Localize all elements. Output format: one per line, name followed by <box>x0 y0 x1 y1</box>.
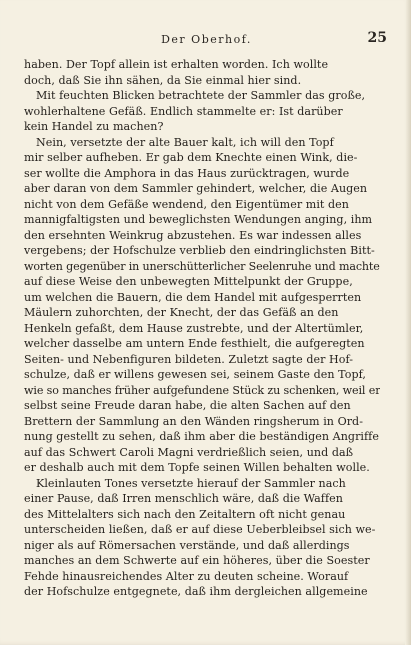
text-line: haben. Der Topf allein ist erhalten worden. Ich wollte <box>24 58 329 71</box>
text-line: der Hofschulze entgegnete, daß ihm dergleichen allgemeine <box>24 585 368 598</box>
text-line: kein Handel zu machen? <box>24 120 164 133</box>
text-line: Brettern der Sammlung an den Wänden ringsherum in Ord- <box>24 414 364 428</box>
text-line: um welchen die Bauern, die dem Handel mit aufgesperrten <box>24 290 362 304</box>
page-number: 25 <box>367 30 387 46</box>
text-line: doch, daß Sie ihn sähen, da Sie einmal hier sind. <box>24 73 302 87</box>
page-edge-shadow <box>405 0 411 645</box>
text-line: selbst seine Freude daran habe, die alten Sachen auf den <box>24 399 351 412</box>
text-line: er deshalb auch mit dem Topfe seinen Willen behalten wolle. <box>24 461 370 474</box>
text-line: Fehde hinausreichendes Alter zu deuten scheine. Worauf <box>24 569 349 583</box>
text-line: ser wollte die Amphora in das Haus zurücktragen, wurde <box>24 166 350 180</box>
text-line: den ersehnten Weinkrug abzustehen. Es war indessen alles <box>24 228 362 242</box>
text-line: niger als auf Römersachen verstände, und daß allerdings <box>24 538 350 552</box>
text-line: Nein, versetzte der alte Bauer kalt, ich will den Topf <box>36 135 334 149</box>
text-line: auf diese Weise den unbewegten Mittelpunkt der Gruppe, <box>24 275 353 288</box>
text-line: einer Pause, daß Irren menschlich wäre, daß die Waffen <box>24 492 343 505</box>
text-line: manches an dem Schwerte auf ein höheres, über die Soester <box>24 554 370 567</box>
text-line: Mäulern zuhorchten, der Knecht, der das Gefäß an den <box>24 306 339 319</box>
text-line: mir selber aufheben. Er gab dem Knechte einen Wink, die- <box>24 151 358 164</box>
text-line: Seiten- und Nebenfiguren bildeten. Zuletzt sagte der Hof- <box>24 352 354 366</box>
text-line: mannigfaltigsten und beweglichsten Wendungen anging, ihm <box>24 213 373 226</box>
text-line: schulze, daß er willens gewesen sei, seinem Gaste den Topf, <box>24 368 366 381</box>
running-title: Der Oberhof. <box>161 33 252 46</box>
text-line: vergebens; der Hofschulze verblieb den eindringlichsten Bitt- <box>24 244 375 257</box>
body-text <box>24 57 380 600</box>
text-line: worten gegenüber in unerschütterlicher Seelenruhe und machte <box>24 259 380 273</box>
text-line: Kleinlauten Tones versetzte hierauf der Sammler nach <box>36 476 346 490</box>
text-line: unterscheiden ließen, daß er auf diese Ueberbleibsel sich we- <box>24 523 376 536</box>
text-line: nung gestellt zu sehen, daß ihm aber die beständigen Angriffe <box>24 430 379 443</box>
text-line: nicht von dem Gefäße wendend, den Eigentümer mit den <box>24 197 349 211</box>
text-line: wie so manches früher aufgefundene Stück zu schenken, weil er <box>24 383 380 397</box>
text-line: welcher dasselbe am untern Ende festhielt, die aufgeregten <box>24 337 365 350</box>
text-line: wohlerhaltene Gefäß. Endlich stammelte er: Ist darüber <box>24 104 343 118</box>
page-header <box>26 30 387 48</box>
text-line: auf das Schwert Caroli Magni verdrießlich seien, und daß <box>24 445 354 459</box>
text-line: Mit feuchten Blicken betrachtete der Sammler das große, <box>36 89 366 102</box>
text-line: Henkeln gefaßt, dem Hause zustrebte, und der Altertümler, <box>24 321 364 335</box>
text-line: des Mittelalters sich nach den Zeitaltern oft nicht genau <box>24 507 346 521</box>
text-line: aber daran von dem Sammler gehindert, welcher, die Augen <box>24 182 368 195</box>
